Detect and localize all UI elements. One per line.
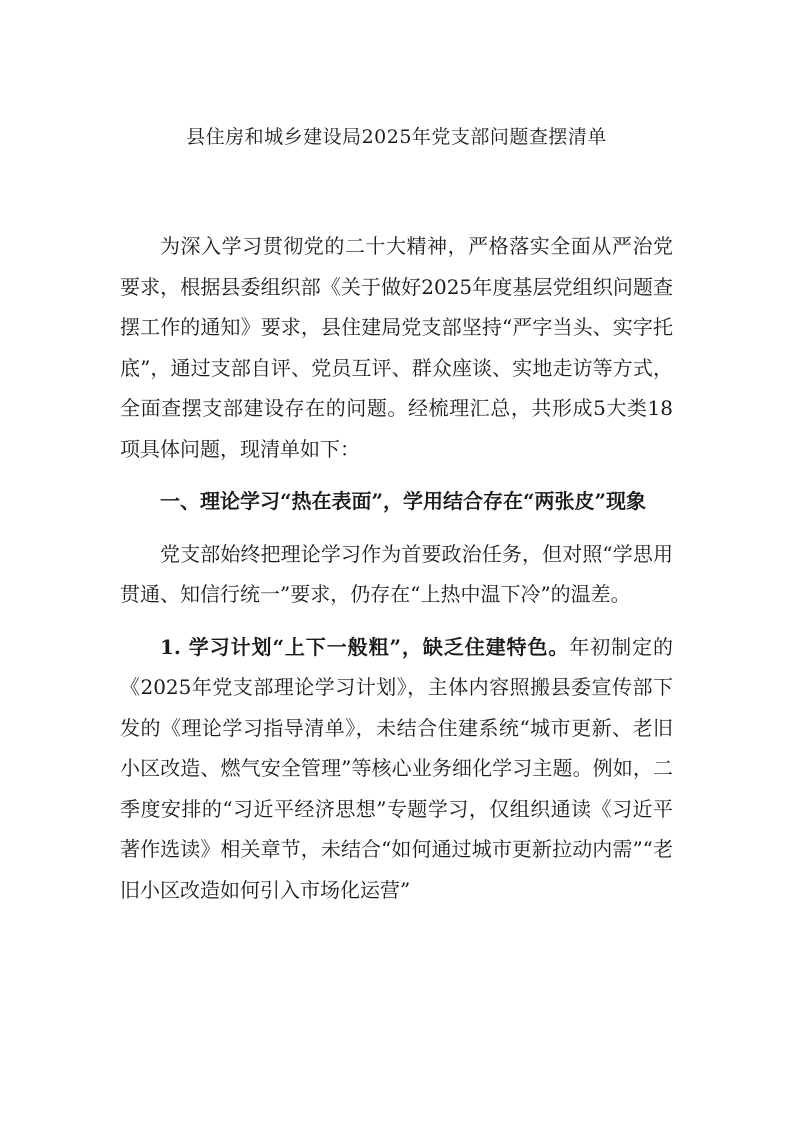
intro-paragraph: 为深入学习贯彻党的二十大精神，严格落实全面从严治党要求，根据县委组织部《关于做好2025年度基层党组织问题查摆工作的通知》要求，县住建局党支部坚持“严字当头、实字托底”，通过支部自评、党员互评、群众座谈、实地走访等方式，全面查摆支部建设存在的问题。经梳理汇总，共形成5大类18项具体问题，现清单如下：: [120, 234, 673, 461]
item-paragraph: [120, 627, 673, 911]
section-intro-paragraph: 党支部始终把理论学习作为首要政治任务，但对照“学思用贯通、知信行统一”要求，仍存在“上热中温下冷”的温差。: [120, 541, 673, 606]
section-heading: 一、理论学习“热在表面”，学用结合存在“两张皮”现象: [160, 489, 647, 513]
document-title: 县住房和城乡建设局2025年党支部问题查摆清单: [186, 126, 607, 148]
document-body: [120, 226, 673, 922]
item-text: 年初制定的《2025年党支部理论学习计划》，主体内容照搬县委宣传部下发的《理论学习指导清单》，未结合住建系统“城市更新、老旧小区改造、燃气安全管理”等核心业务细化学习主题。例如，二季度安排的“习近平经济思想”专题学习，仅组织通读《习近平著作选读》相关章节，未结合“如何通过城市更新拉动内需”“老旧小区改造如何引入市场化运营”: [120, 634, 674, 902]
item-lead: 1. 学习计划“上下一般粗”，缺乏住建特色。: [160, 634, 570, 659]
